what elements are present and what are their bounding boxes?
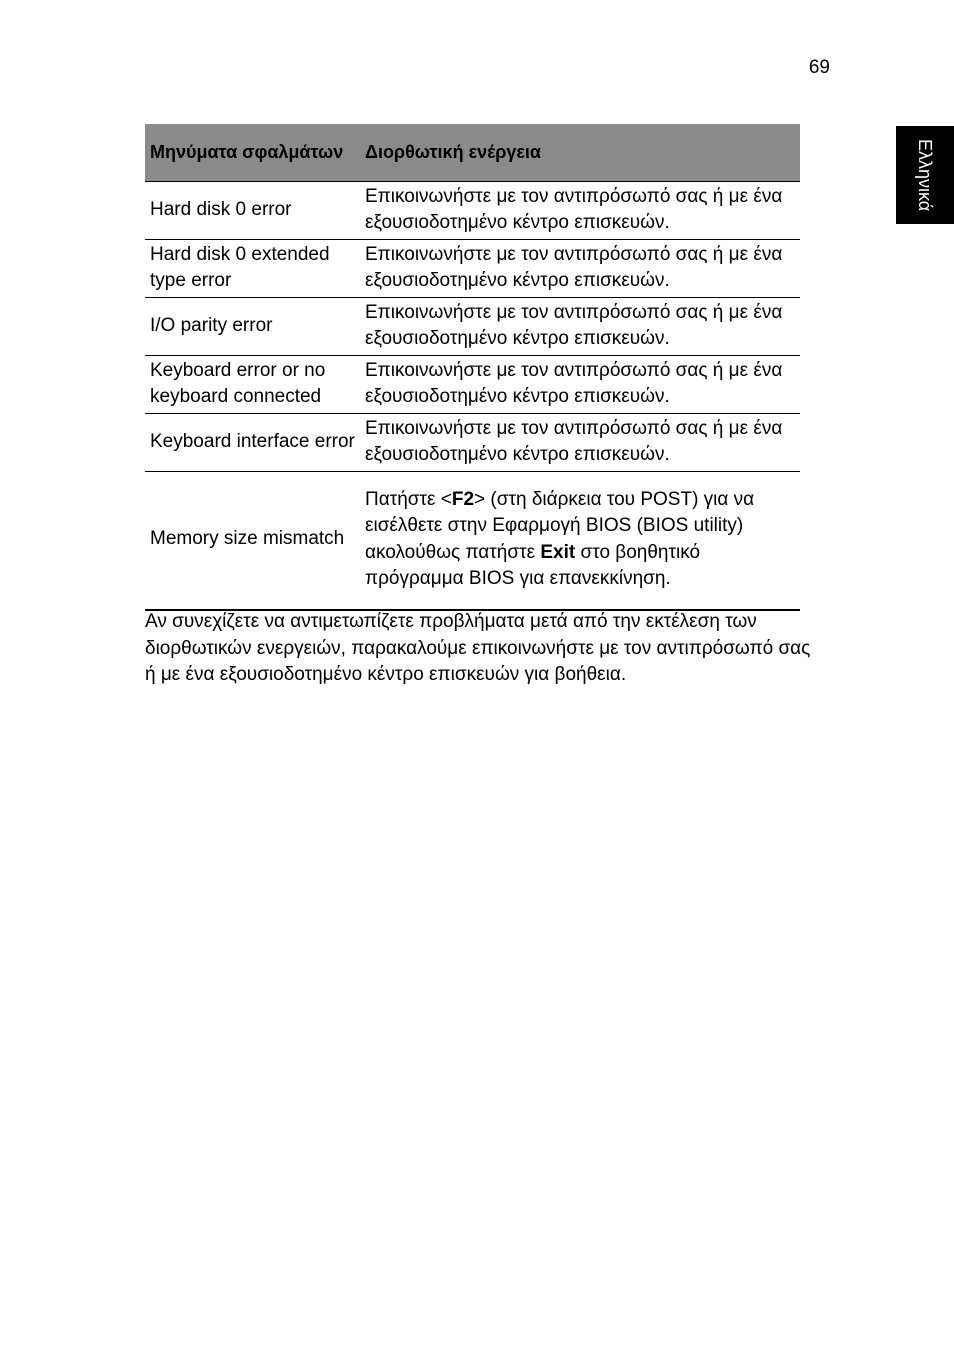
error-message-cell: Keyboard error or no keyboard connected (145, 356, 360, 414)
error-messages-table (145, 124, 800, 611)
corrective-action-cell: Επικοινωνήστε με τον αντιπρόσωπό σας ή με ένα εξουσιοδοτημένο κέντρο επισκευών. (360, 182, 800, 240)
table-header-row (145, 124, 800, 182)
table-row (145, 182, 800, 240)
table-row (145, 356, 800, 414)
language-tab (896, 126, 954, 224)
footer-paragraph: Αν συνεχίζετε να αντιμετωπίζετε προβλήματα μετά από την εκτέλεση των διορθωτικών ενεργειών, παρακαλούμε επικοινωνήστε με τον αντιπρόσωπό σας ή με ένα εξουσιοδοτημένο κέντρο επισκευών για βοήθεια. (145, 611, 811, 685)
table-row (145, 240, 800, 298)
table-row (145, 298, 800, 356)
error-message-cell: I/O parity error (145, 298, 360, 356)
table-row (145, 414, 800, 472)
header-error-messages: Μηνύματα σφαλμάτων (145, 124, 360, 182)
error-message-cell: Memory size mismatch (145, 472, 360, 611)
action-text: στο βοηθητικό πρόγραμμα BIOS για επανεκκίνηση. (365, 541, 701, 589)
corrective-action-cell: Επικοινωνήστε με τον αντιπρόσωπό σας ή με ένα εξουσιοδοτημένο κέντρο επισκευών. (360, 356, 800, 414)
error-message-cell: Hard disk 0 extended type error (145, 240, 360, 298)
error-message-cell: Hard disk 0 error (145, 182, 360, 240)
action-text: Πατήστε < (365, 488, 452, 510)
corrective-action-cell: Επικοινωνήστε με τον αντιπρόσωπό σας ή με ένα εξουσιοδοτημένο κέντρο επισκευών. (360, 240, 800, 298)
exit-label: Exit (540, 541, 576, 563)
action-text: > (στη διάρκεια του POST) για να εισέλθετε στην Εφαρμογή BIOS (BIOS utility) ακολούθως πατήστε (365, 488, 755, 563)
language-tab-label: Ελληνικά (915, 138, 935, 212)
error-message-cell: Keyboard interface error (145, 414, 360, 472)
f2-key-label: F2 (451, 488, 475, 510)
page-number: 69 (808, 57, 830, 78)
corrective-action-cell: Επικοινωνήστε με τον αντιπρόσωπό σας ή με ένα εξουσιοδοτημένο κέντρο επισκευών. (360, 298, 800, 356)
corrective-action-cell: Επικοινωνήστε με τον αντιπρόσωπό σας ή με ένα εξουσιοδοτημένο κέντρο επισκευών. (360, 414, 800, 472)
header-corrective-action: Διορθωτική ενέργεια (360, 124, 800, 182)
table-row (145, 472, 800, 611)
corrective-action-cell (360, 472, 800, 611)
